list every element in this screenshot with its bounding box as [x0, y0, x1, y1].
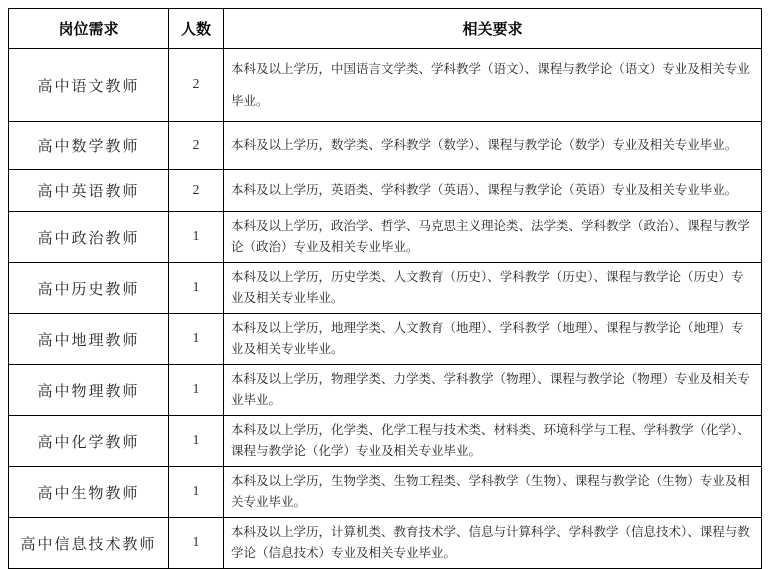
table-row — [9, 365, 762, 416]
table-header-row — [9, 9, 762, 49]
header-requirement: 相关要求 — [224, 9, 762, 49]
requirement-cell: 本科及以上学历，英语类、学科教学（英语）、课程与教学论（英语）专业及相关专业毕业。 — [224, 170, 762, 212]
count-cell: 1 — [169, 518, 224, 569]
count-cell: 2 — [169, 49, 224, 122]
count-cell: 2 — [169, 170, 224, 212]
table-row — [9, 416, 762, 467]
table-row — [9, 212, 762, 263]
requirement-cell: 本科及以上学历，计算机类、教育技术学、信息与计算科学、学科教学（信息技术）、课程与教学论（信息技术）专业及相关专业毕业。 — [224, 518, 762, 569]
position-cell: 高中物理教师 — [9, 365, 169, 416]
position-cell: 高中生物教师 — [9, 467, 169, 518]
table-row — [9, 263, 762, 314]
requirement-cell: 本科及以上学历，物理学类、力学类、学科教学（物理）、课程与教学论（物理）专业及相关专业毕业。 — [224, 365, 762, 416]
requirement-cell: 本科及以上学历，数学类、学科教学（数学）、课程与教学论（数学）专业及相关专业毕业。 — [224, 122, 762, 170]
table-row — [9, 518, 762, 569]
table-body — [9, 49, 762, 569]
recruitment-requirements-table — [8, 8, 762, 569]
count-cell: 1 — [169, 365, 224, 416]
requirement-cell: 本科及以上学历，地理学类、人文教育（地理）、学科教学（地理）、课程与教学论（地理）专业及相关专业毕业。 — [224, 314, 762, 365]
table-row — [9, 170, 762, 212]
count-cell: 1 — [169, 467, 224, 518]
requirement-cell: 本科及以上学历，中国语言文学类、学科教学（语文）、课程与教学论（语文）专业及相关专业毕业。 — [224, 49, 762, 122]
position-cell: 高中地理教师 — [9, 314, 169, 365]
position-cell: 高中数学教师 — [9, 122, 169, 170]
table-row — [9, 314, 762, 365]
position-cell: 高中信息技术教师 — [9, 518, 169, 569]
count-cell: 1 — [169, 314, 224, 365]
count-cell: 1 — [169, 416, 224, 467]
requirement-cell: 本科及以上学历，政治学、哲学、马克思主义理论类、法学类、学科教学（政治）、课程与教学论（政治）专业及相关专业毕业。 — [224, 212, 762, 263]
requirement-cell: 本科及以上学历，生物学类、生物工程类、学科教学（生物）、课程与教学论（生物）专业及相关专业毕业。 — [224, 467, 762, 518]
table-row — [9, 49, 762, 122]
requirement-cell: 本科及以上学历，历史学类、人文教育（历史）、学科教学（历史）、课程与教学论（历史）专业及相关专业毕业。 — [224, 263, 762, 314]
header-position: 岗位需求 — [9, 9, 169, 49]
requirement-cell: 本科及以上学历，化学类、化学工程与技术类、材料类、环境科学与工程、学科教学（化学）、课程与教学论（化学）专业及相关专业毕业。 — [224, 416, 762, 467]
table-row — [9, 122, 762, 170]
position-cell: 高中历史教师 — [9, 263, 169, 314]
position-cell: 高中英语教师 — [9, 170, 169, 212]
header-count: 人数 — [169, 9, 224, 49]
count-cell: 2 — [169, 122, 224, 170]
count-cell: 1 — [169, 212, 224, 263]
position-cell: 高中语文教师 — [9, 49, 169, 122]
count-cell: 1 — [169, 263, 224, 314]
position-cell: 高中化学教师 — [9, 416, 169, 467]
table-row — [9, 467, 762, 518]
position-cell: 高中政治教师 — [9, 212, 169, 263]
